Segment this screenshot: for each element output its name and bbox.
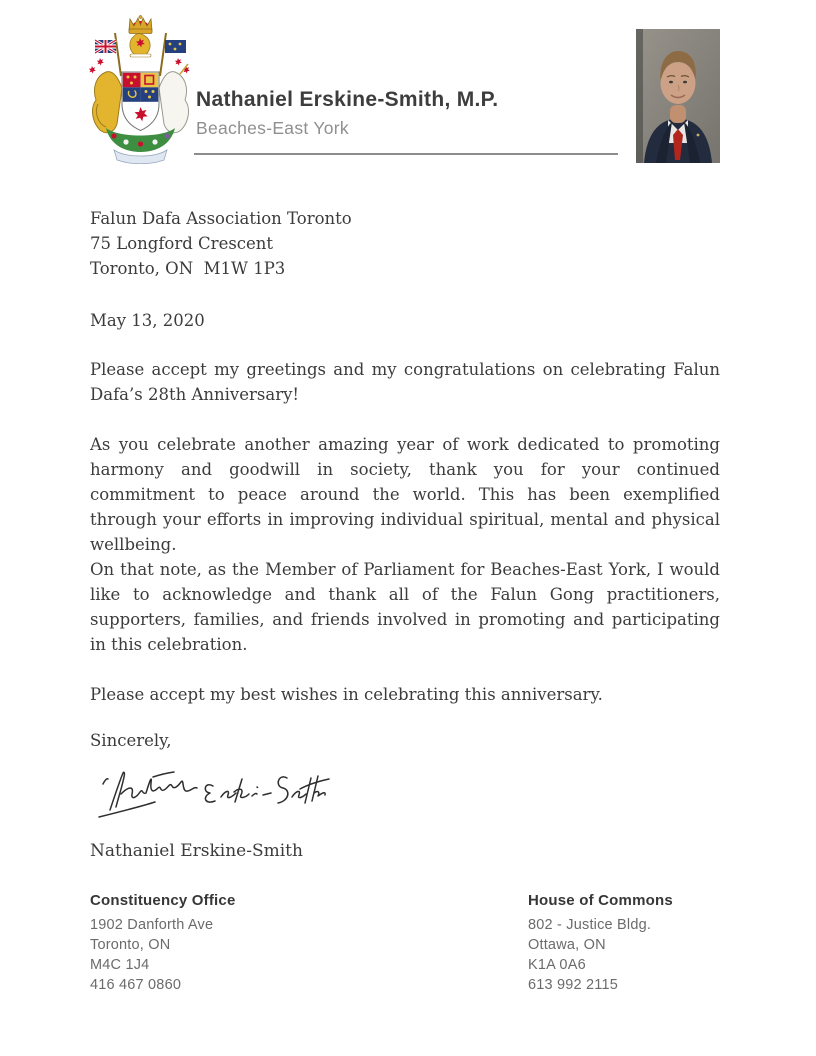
footer-right-line: 613 992 2115 xyxy=(528,977,619,993)
paragraph-greeting: Please accept my greetings and my congratulations on celebrating Falun Dafa’s 28th Anniversary! xyxy=(90,360,720,404)
footer-left-title: Constituency Office xyxy=(90,892,236,909)
recipient-line: Toronto, ON M1W 1P3 xyxy=(90,259,286,278)
union-jack-flag-icon xyxy=(95,40,116,53)
base-wreath-icon xyxy=(106,128,175,164)
footer-right-line: Ottawa, ON xyxy=(528,937,606,953)
footer-left-line: 1902 Danforth Ave xyxy=(90,917,214,933)
recipient-line: 75 Longford Crescent xyxy=(90,234,274,253)
footer-right-line: 802 - Justice Bldg. xyxy=(528,917,652,933)
footer-right-title: House of Commons xyxy=(528,892,673,909)
footer-left-line: 416 467 0860 xyxy=(90,977,182,993)
maple-leaves-decor xyxy=(89,58,190,74)
paragraph-best-wishes: Please accept my best wishes in celebrating this anniversary. xyxy=(90,685,603,704)
footer-left-line: Toronto, ON xyxy=(90,937,171,953)
right-eye xyxy=(683,81,687,84)
fleur-banner-icon xyxy=(165,40,186,53)
photo-shadow-edge xyxy=(636,29,643,163)
header-rule xyxy=(194,153,618,155)
recipient-line: Falun Dafa Association Toronto xyxy=(90,209,352,228)
lapel-pin xyxy=(697,134,700,137)
crown-icon xyxy=(129,15,152,33)
mp-riding: Beaches-East York xyxy=(196,118,349,138)
unicorn-supporter-icon xyxy=(159,72,188,133)
footer-right-line: K1A 0A6 xyxy=(528,957,586,973)
footer-house-of-commons xyxy=(528,891,673,995)
paragraph-celebration: As you celebrate another amazing year of work dedicated to promoting harmony and goodwill in society, thank you for your continued commitment to peace around the world. This has been exemplified through your efforts in improving individual spiritual, mental and physical wellbeing. xyxy=(90,435,720,554)
left-flag-pole xyxy=(115,33,121,76)
mp-portrait-photo xyxy=(636,29,720,163)
shield-icon xyxy=(122,72,159,131)
right-flag-pole xyxy=(160,33,166,76)
signer-name: Nathaniel Erskine-Smith xyxy=(90,841,303,861)
neck xyxy=(670,105,686,123)
lion-supporter-icon xyxy=(93,72,122,133)
left-eye xyxy=(669,81,673,84)
letter-date: May 13, 2020 xyxy=(90,311,205,330)
footer-left-line: M4C 1J4 xyxy=(90,957,150,973)
recipient-address xyxy=(90,206,720,281)
paragraph-acknowledgement: On that note, as the Member of Parliament for Beaches-East York, I would like to acknowledge and thank all of the Falun Gong practitioners, supporters, families, and friends involved in promoting and participating in this celebration. xyxy=(90,560,720,654)
crest-lion-icon xyxy=(130,34,151,57)
footer-constituency-office xyxy=(90,891,236,995)
closing-sincerely: Sincerely, xyxy=(90,731,172,750)
mp-name: Nathaniel Erskine-Smith, M.P. xyxy=(196,88,499,111)
canada-coat-of-arms-icon xyxy=(84,14,197,164)
signature xyxy=(95,764,335,822)
